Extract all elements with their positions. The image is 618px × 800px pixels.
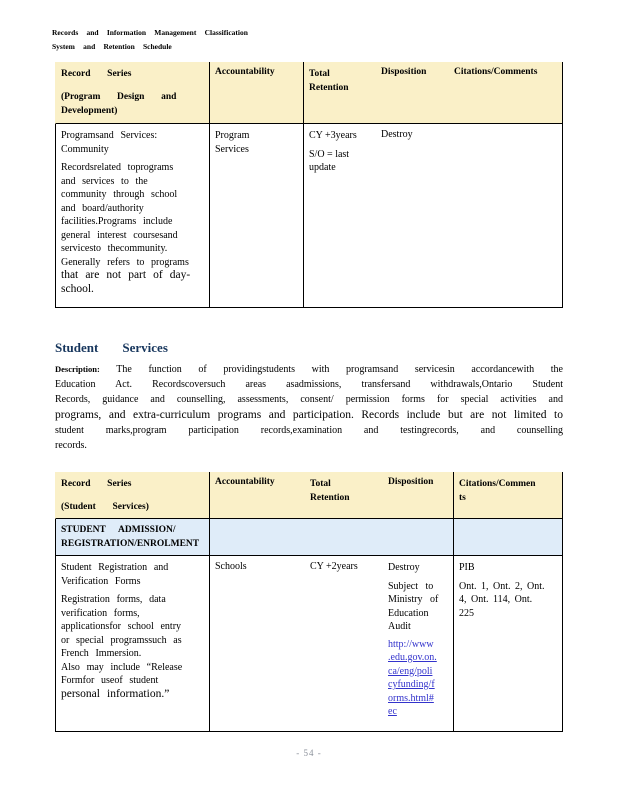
t1-header-citations: Citations/Comments [454, 67, 538, 77]
t2-header-accountability: Accountability [215, 477, 275, 487]
t1-header-row [55, 62, 562, 124]
t2-subheader-title: STUDENT ADMISSION/ REGISTRATION/ENROLMENT [56, 519, 210, 555]
t2-header-record-series: Record Series (Student Services) [56, 472, 210, 518]
t2-subheader-middle-cell [210, 519, 454, 555]
description-line-1 [55, 362, 563, 377]
t2-middle-cell [210, 556, 454, 731]
t2-header-row [55, 472, 562, 519]
t1-header-total-retention: Total Retention [309, 69, 349, 93]
t2-subheader-citations-cell [454, 519, 562, 555]
t1-accountability-cell: Program Services [210, 124, 304, 307]
t1-header-record-series: Record Series (Program Design and Development) [56, 62, 210, 123]
page-number: - 54 - [296, 748, 322, 758]
t1-record-series-cell: Programsand Services: Community Recordsrelated toprograms and services to the community through school and board/authority facilities.Programs include general interest coursesand servicesto thecommunity. Generally refers to programs that are not part of day- school. [56, 124, 210, 307]
t2-subheader-row [55, 519, 562, 556]
t1-right-cell [304, 124, 562, 307]
t2-record-series-cell: Student Registration and Verification Forms Registration forms, data verification forms, applicationsfor school entry or special programssuch as French Immersion. Also may include “Release Formfor useof student personal information.” [56, 556, 210, 731]
table-student-services [55, 472, 563, 732]
t2-header-middle-cell [210, 472, 454, 518]
t1-body-row [55, 124, 562, 308]
ministry-forms-link[interactable]: http://www .edu.gov.on. ca/eng/poli cyfunding/f orms.html# ec [388, 638, 437, 717]
description-line-2: Education Act. Recordscoversuch areas asadmissions, transfersand withdrawals,Ontario Student [55, 379, 563, 391]
t2-header-disposition: Disposition [388, 477, 434, 487]
description-line-4: programs, and extra-curriculum programs and participation. Records include but are not limited to [55, 408, 563, 421]
document-title-header: Records and Information Management Classification System and Retention Schedule [52, 28, 248, 51]
t2-retention-value: CY +2years [310, 561, 358, 572]
t1-header-accountability: Accountability [210, 62, 304, 123]
description-line-3: Records, guidance and counselling, assessments, consent/ permission forms for special activities and [55, 394, 563, 406]
t1-header-right-cell [304, 62, 562, 123]
t1-retention-value: CY +3years S/O = last update [309, 130, 357, 173]
t1-header-disposition: Disposition [381, 67, 427, 77]
section-title: Student Services [55, 340, 168, 355]
t2-header-citations: Citations/Commen ts [459, 479, 536, 503]
t2-header-total-retention: Total Retention [310, 479, 350, 503]
t2-accountability-value: Schools [215, 561, 247, 572]
description-label: Description: [55, 364, 100, 374]
description-line-5: student marks,program participation records,examination and testingrecords, and counselling [55, 424, 563, 436]
t2-body-row [55, 556, 562, 732]
t2-disposition-value: Destroy Subject to Ministry of Education Audit [388, 562, 439, 632]
t2-citations-cell: PIB Ont. 1, Ont. 2, Ont. 4, Ont. 114, Ont. 225 [459, 562, 545, 619]
description-line-6: records. [55, 440, 87, 452]
t2-disposition-block [388, 561, 452, 719]
description-line-1-text: The function of providingstudents with programsand servicesin accordancewith the [116, 364, 563, 375]
t1-disposition-value: Destroy [381, 129, 413, 140]
table-program-design-development [55, 62, 563, 308]
section-description [55, 362, 563, 453]
